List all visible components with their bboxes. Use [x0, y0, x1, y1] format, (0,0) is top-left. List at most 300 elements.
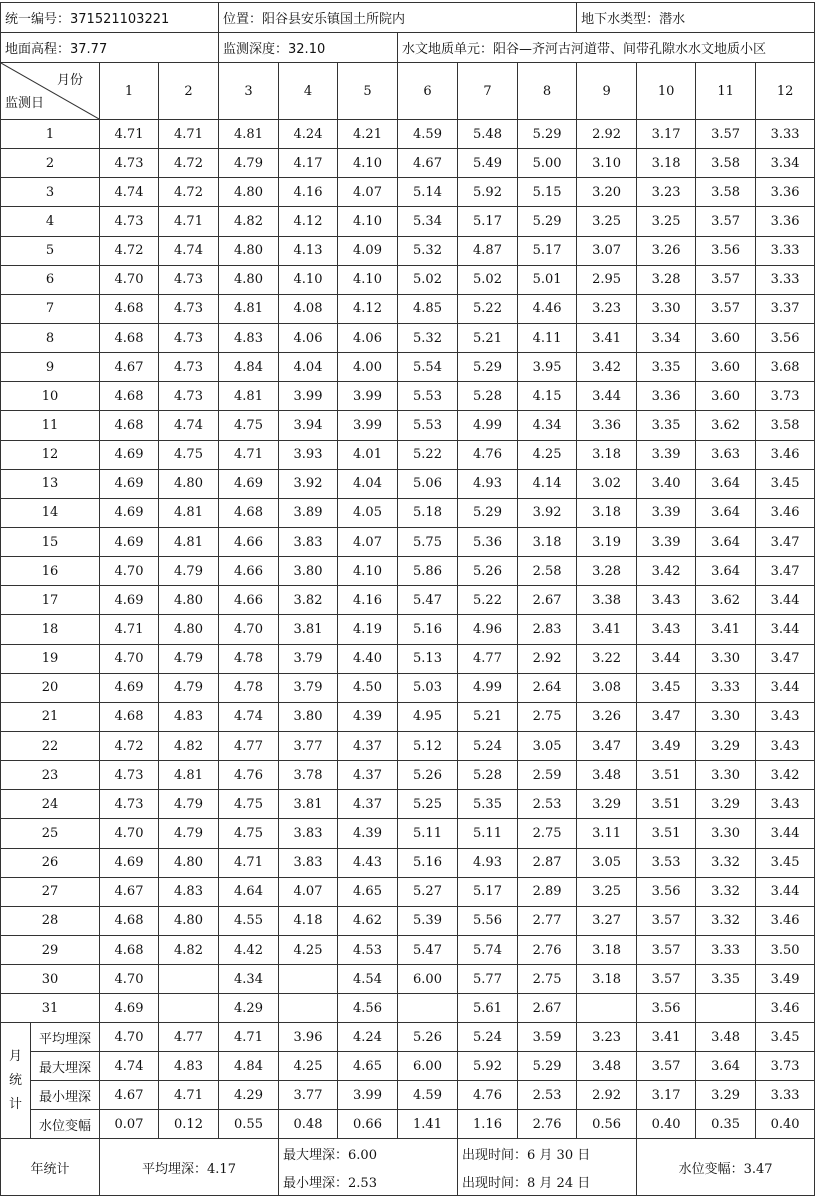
depth-cell: 5.22 — [398, 440, 458, 469]
depth-cell: 3.56 — [696, 236, 756, 265]
depth-cell: 2.89 — [518, 877, 577, 906]
depth-cell: 4.87 — [458, 236, 518, 265]
depth-cell: 3.44 — [756, 673, 815, 702]
depth-cell: 4.69 — [219, 469, 279, 498]
table-row — [1, 236, 815, 265]
depth-cell: 3.25 — [577, 207, 637, 236]
depth-cell: 3.10 — [577, 149, 637, 178]
stat-cell: 0.35 — [696, 1110, 756, 1139]
station-code: 统一编号：371521103221 — [1, 3, 219, 33]
depth-cell: 4.14 — [518, 469, 577, 498]
depth-cell: 3.30 — [696, 761, 756, 790]
table-row — [1, 848, 815, 877]
depth-cell: 4.70 — [100, 644, 159, 673]
depth-cell: 2.92 — [518, 644, 577, 673]
stat-cell: 3.45 — [756, 1023, 815, 1052]
depth-cell: 4.69 — [100, 469, 159, 498]
depth-cell: 5.28 — [458, 382, 518, 411]
depth-cell: 4.62 — [338, 906, 398, 935]
depth-cell: 4.71 — [159, 120, 219, 149]
table-row — [1, 294, 815, 323]
table-row — [1, 819, 815, 848]
depth-cell: 4.46 — [518, 294, 577, 323]
depth-cell: 4.19 — [338, 615, 398, 644]
depth-cell: 3.20 — [577, 178, 637, 207]
depth-cell: 3.42 — [577, 353, 637, 382]
depth-cell: 5.47 — [398, 586, 458, 615]
depth-cell: 3.30 — [696, 644, 756, 673]
table-row — [1, 673, 815, 702]
depth-cell: 3.25 — [637, 207, 696, 236]
stat-cell: 4.29 — [219, 1081, 279, 1110]
depth-cell: 3.26 — [637, 236, 696, 265]
depth-cell: 3.62 — [696, 586, 756, 615]
depth-cell: 4.16 — [279, 178, 338, 207]
depth-cell: 3.29 — [696, 731, 756, 760]
depth-cell: 2.75 — [518, 702, 577, 731]
depth-cell: 4.73 — [159, 265, 219, 294]
stat-cell: 3.17 — [637, 1081, 696, 1110]
day-label: 18 — [1, 615, 100, 644]
stat-cell: 4.71 — [159, 1081, 219, 1110]
table-row — [1, 382, 815, 411]
depth-cell: 4.81 — [159, 761, 219, 790]
day-label: 21 — [1, 702, 100, 731]
depth-cell: 4.85 — [398, 294, 458, 323]
table-row — [1, 790, 815, 819]
depth-cell: 3.33 — [756, 236, 815, 265]
depth-cell: 5.29 — [518, 207, 577, 236]
stat-name: 最小埋深 — [31, 1081, 100, 1110]
depth-cell: 3.58 — [696, 149, 756, 178]
depth-cell: 3.46 — [756, 498, 815, 527]
monthly-stat-label — [1, 1023, 31, 1139]
depth-cell: 5.28 — [458, 761, 518, 790]
depth-cell: 3.30 — [696, 819, 756, 848]
depth-cell: 4.80 — [159, 906, 219, 935]
depth-cell: 5.47 — [398, 935, 458, 964]
month-header-cell: 11 — [696, 63, 756, 120]
depth-cell: 2.76 — [518, 935, 577, 964]
stat-cell: 3.77 — [279, 1081, 338, 1110]
day-label: 1 — [1, 120, 100, 149]
depth-cell: 4.05 — [338, 498, 398, 527]
depth-cell: 4.15 — [518, 382, 577, 411]
depth-cell: 5.74 — [458, 935, 518, 964]
depth-cell: 3.92 — [518, 498, 577, 527]
depth-cell: 3.45 — [756, 848, 815, 877]
month-header-cell: 10 — [637, 63, 696, 120]
depth-cell: 3.35 — [696, 965, 756, 994]
annual-avg: 平均埋深：4.17 — [100, 1139, 279, 1196]
month-header-cell: 9 — [577, 63, 637, 120]
table-row — [1, 761, 815, 790]
depth-cell: 3.60 — [696, 353, 756, 382]
depth-cell: 5.27 — [398, 877, 458, 906]
depth-cell: 5.48 — [458, 120, 518, 149]
depth-cell: 4.65 — [338, 877, 398, 906]
monthly-stat-char: 统 — [8, 1072, 22, 1088]
depth-cell: 3.99 — [279, 382, 338, 411]
depth-cell: 4.79 — [159, 819, 219, 848]
depth-cell: 3.17 — [637, 120, 696, 149]
depth-cell: 3.68 — [756, 353, 815, 382]
depth-cell: 4.80 — [219, 236, 279, 265]
depth-cell: 3.08 — [577, 673, 637, 702]
depth-cell: 4.07 — [279, 877, 338, 906]
groundwater-depth-table — [0, 2, 815, 1196]
depth-cell: 3.44 — [756, 615, 815, 644]
depth-cell: 3.36 — [756, 178, 815, 207]
depth-cell: 3.60 — [696, 382, 756, 411]
table-row — [1, 702, 815, 731]
depth-cell: 4.07 — [338, 178, 398, 207]
depth-cell: 4.69 — [100, 994, 159, 1023]
depth-cell: 4.80 — [159, 586, 219, 615]
depth-cell — [577, 994, 637, 1023]
day-label: 27 — [1, 877, 100, 906]
annual-row — [1, 1139, 815, 1168]
depth-cell: 5.06 — [398, 469, 458, 498]
depth-cell: 3.27 — [577, 906, 637, 935]
depth-cell: 3.39 — [637, 440, 696, 469]
stat-cell: 3.48 — [696, 1023, 756, 1052]
table-row — [1, 149, 815, 178]
depth-cell: 3.77 — [279, 731, 338, 760]
depth-cell: 4.10 — [338, 265, 398, 294]
ground-elevation: 地面高程：37.77 — [1, 33, 219, 63]
depth-cell: 4.69 — [100, 498, 159, 527]
stat-cell: 4.71 — [219, 1023, 279, 1052]
annual-max-time: 出现时间：6 月 30 日 — [458, 1139, 637, 1168]
depth-cell: 4.82 — [159, 935, 219, 964]
depth-cell: 3.58 — [696, 178, 756, 207]
depth-cell: 3.64 — [696, 557, 756, 586]
depth-cell: 4.81 — [159, 527, 219, 556]
depth-cell: 4.67 — [100, 877, 159, 906]
day-label: 25 — [1, 819, 100, 848]
stat-cell: 1.16 — [458, 1110, 518, 1139]
stat-name: 平均埋深 — [31, 1023, 100, 1052]
depth-cell: 4.73 — [100, 149, 159, 178]
depth-cell: 3.37 — [756, 294, 815, 323]
stat-name: 水位变幅 — [31, 1110, 100, 1139]
day-label: 16 — [1, 557, 100, 586]
depth-cell: 5.21 — [458, 323, 518, 352]
depth-cell: 4.18 — [279, 906, 338, 935]
depth-cell: 5.12 — [398, 731, 458, 760]
depth-cell: 2.75 — [518, 819, 577, 848]
depth-cell: 5.29 — [458, 498, 518, 527]
depth-cell: 4.76 — [458, 440, 518, 469]
depth-cell: 4.25 — [518, 440, 577, 469]
stat-cell: 0.40 — [756, 1110, 815, 1139]
depth-cell: 3.99 — [338, 382, 398, 411]
annual-label: 年统计 — [1, 1139, 100, 1196]
month-header-cell: 4 — [279, 63, 338, 120]
depth-cell: 3.82 — [279, 586, 338, 615]
depth-cell: 4.80 — [219, 265, 279, 294]
depth-cell: 4.71 — [100, 615, 159, 644]
depth-cell: 3.23 — [637, 178, 696, 207]
stat-cell: 0.66 — [338, 1110, 398, 1139]
stat-cell: 5.29 — [518, 1052, 577, 1081]
depth-cell: 4.50 — [338, 673, 398, 702]
depth-cell: 4.72 — [159, 149, 219, 178]
depth-cell: 3.64 — [696, 469, 756, 498]
depth-cell: 4.83 — [219, 323, 279, 352]
day-label: 13 — [1, 469, 100, 498]
depth-cell: 3.56 — [637, 877, 696, 906]
depth-cell: 5.39 — [398, 906, 458, 935]
hydrogeologic-unit: 水文地质单元：阳谷—齐河古河道带、间带孔隙水水文地质小区 — [398, 33, 815, 63]
depth-cell: 5.24 — [458, 731, 518, 760]
depth-cell — [159, 965, 219, 994]
depth-cell: 3.11 — [577, 819, 637, 848]
day-label: 22 — [1, 731, 100, 760]
stat-cell: 2.53 — [518, 1081, 577, 1110]
depth-cell: 4.73 — [159, 382, 219, 411]
depth-cell: 4.69 — [100, 440, 159, 469]
day-label: 24 — [1, 790, 100, 819]
depth-cell: 5.86 — [398, 557, 458, 586]
stat-cell: 6.00 — [398, 1052, 458, 1081]
depth-cell: 3.44 — [577, 382, 637, 411]
day-label: 8 — [1, 323, 100, 352]
stat-cell: 3.33 — [756, 1081, 815, 1110]
depth-cell: 4.70 — [219, 615, 279, 644]
depth-cell: 2.77 — [518, 906, 577, 935]
depth-cell: 3.39 — [637, 527, 696, 556]
depth-cell: 4.99 — [458, 673, 518, 702]
annual-min-time: 出现时间：8 月 24 日 — [458, 1167, 637, 1196]
depth-cell: 4.10 — [338, 557, 398, 586]
depth-cell: 3.51 — [637, 761, 696, 790]
stat-cell: 0.12 — [159, 1110, 219, 1139]
depth-cell: 3.18 — [577, 440, 637, 469]
depth-cell: 3.43 — [756, 731, 815, 760]
depth-cell: 4.71 — [219, 848, 279, 877]
depth-cell: 4.72 — [100, 236, 159, 265]
depth-cell: 3.35 — [637, 411, 696, 440]
monthly-stat-row — [1, 1023, 815, 1052]
depth-cell: 4.76 — [219, 761, 279, 790]
table-row — [1, 498, 815, 527]
depth-cell: 3.64 — [696, 527, 756, 556]
depth-cell: 5.54 — [398, 353, 458, 382]
depth-cell: 3.56 — [756, 323, 815, 352]
depth-cell: 5.16 — [398, 848, 458, 877]
depth-cell: 5.32 — [398, 236, 458, 265]
month-header-cell: 7 — [458, 63, 518, 120]
depth-cell: 4.83 — [159, 702, 219, 731]
depth-cell: 5.35 — [458, 790, 518, 819]
depth-cell: 4.77 — [458, 644, 518, 673]
depth-cell: 3.32 — [696, 848, 756, 877]
depth-cell: 3.47 — [756, 527, 815, 556]
depth-cell: 3.43 — [637, 615, 696, 644]
depth-cell: 4.75 — [219, 819, 279, 848]
depth-cell: 3.18 — [577, 965, 637, 994]
depth-cell: 4.01 — [338, 440, 398, 469]
depth-cell: 3.25 — [577, 877, 637, 906]
depth-cell: 5.36 — [458, 527, 518, 556]
depth-cell: 4.34 — [518, 411, 577, 440]
depth-cell: 3.22 — [577, 644, 637, 673]
depth-cell: 4.95 — [398, 702, 458, 731]
stat-cell: 3.99 — [338, 1081, 398, 1110]
depth-cell: 4.73 — [100, 790, 159, 819]
depth-cell: 4.68 — [100, 935, 159, 964]
depth-cell: 4.06 — [279, 323, 338, 352]
depth-cell: 4.71 — [159, 207, 219, 236]
depth-cell: 5.49 — [458, 149, 518, 178]
depth-cell: 2.87 — [518, 848, 577, 877]
stat-cell: 4.70 — [100, 1023, 159, 1052]
depth-cell: 3.63 — [696, 440, 756, 469]
depth-cell: 3.05 — [577, 848, 637, 877]
depth-cell: 3.51 — [637, 819, 696, 848]
depth-cell: 4.34 — [219, 965, 279, 994]
depth-cell: 3.44 — [756, 819, 815, 848]
stat-cell: 4.74 — [100, 1052, 159, 1081]
stat-cell: 4.24 — [338, 1023, 398, 1052]
depth-cell: 3.80 — [279, 557, 338, 586]
depth-cell: 4.53 — [338, 935, 398, 964]
month-header-cell: 1 — [100, 63, 159, 120]
day-label: 6 — [1, 265, 100, 294]
depth-cell: 3.30 — [696, 702, 756, 731]
stat-cell: 0.55 — [219, 1110, 279, 1139]
depth-cell: 3.50 — [756, 935, 815, 964]
depth-cell: 5.16 — [398, 615, 458, 644]
depth-cell: 3.94 — [279, 411, 338, 440]
depth-cell — [279, 994, 338, 1023]
monitoring-depth: 监测深度：32.10 — [219, 33, 398, 63]
depth-cell: 4.75 — [219, 790, 279, 819]
depth-cell: 3.43 — [637, 586, 696, 615]
depth-cell: 3.45 — [637, 673, 696, 702]
depth-cell: 5.15 — [518, 178, 577, 207]
table-row — [1, 877, 815, 906]
table-row — [1, 469, 815, 498]
depth-cell: 3.47 — [756, 644, 815, 673]
day-label: 29 — [1, 935, 100, 964]
depth-cell: 5.02 — [458, 265, 518, 294]
depth-cell: 4.55 — [219, 906, 279, 935]
depth-cell: 3.92 — [279, 469, 338, 498]
depth-cell: 3.18 — [577, 935, 637, 964]
depth-cell: 3.49 — [637, 731, 696, 760]
depth-cell: 4.70 — [100, 965, 159, 994]
month-axis-label: 月份 — [56, 73, 83, 88]
table-row — [1, 935, 815, 964]
depth-cell: 4.04 — [279, 353, 338, 382]
depth-cell: 3.93 — [279, 440, 338, 469]
depth-cell: 3.83 — [279, 848, 338, 877]
depth-cell: 5.21 — [458, 702, 518, 731]
depth-cell: 4.08 — [279, 294, 338, 323]
table-row — [1, 178, 815, 207]
depth-cell: 2.67 — [518, 586, 577, 615]
depth-cell: 5.29 — [458, 353, 518, 382]
depth-cell: 5.53 — [398, 382, 458, 411]
depth-cell: 5.02 — [398, 265, 458, 294]
depth-cell: 2.95 — [577, 265, 637, 294]
depth-cell: 4.69 — [100, 848, 159, 877]
corner-header-cell — [1, 63, 100, 120]
depth-cell: 4.68 — [100, 906, 159, 935]
depth-cell: 4.70 — [100, 265, 159, 294]
depth-cell: 3.36 — [577, 411, 637, 440]
day-label: 14 — [1, 498, 100, 527]
depth-cell: 3.44 — [637, 644, 696, 673]
depth-cell — [159, 994, 219, 1023]
stat-cell: 4.77 — [159, 1023, 219, 1052]
depth-cell: 3.99 — [338, 411, 398, 440]
depth-cell: 3.19 — [577, 527, 637, 556]
depth-cell: 4.78 — [219, 644, 279, 673]
day-label: 5 — [1, 236, 100, 265]
stat-cell: 3.73 — [756, 1052, 815, 1081]
depth-cell: 4.78 — [219, 673, 279, 702]
month-header-cell: 6 — [398, 63, 458, 120]
depth-cell: 2.67 — [518, 994, 577, 1023]
depth-cell: 3.83 — [279, 819, 338, 848]
depth-cell: 5.14 — [398, 178, 458, 207]
depth-cell: 4.17 — [279, 149, 338, 178]
depth-cell: 3.95 — [518, 353, 577, 382]
depth-cell: 4.21 — [338, 120, 398, 149]
depth-cell: 4.96 — [458, 615, 518, 644]
stat-cell: 4.67 — [100, 1081, 159, 1110]
depth-cell: 3.28 — [637, 265, 696, 294]
depth-cell: 4.12 — [338, 294, 398, 323]
table-row — [1, 323, 815, 352]
depth-cell: 3.60 — [696, 323, 756, 352]
stat-cell: 4.65 — [338, 1052, 398, 1081]
depth-cell: 4.71 — [219, 440, 279, 469]
table-row — [1, 731, 815, 760]
depth-cell: 4.74 — [219, 702, 279, 731]
depth-cell: 3.36 — [637, 382, 696, 411]
depth-cell: 3.51 — [637, 790, 696, 819]
stat-cell: 4.84 — [219, 1052, 279, 1081]
day-axis-label: 监测日 — [5, 96, 45, 111]
day-label: 7 — [1, 294, 100, 323]
depth-cell: 4.73 — [159, 294, 219, 323]
depth-cell: 4.43 — [338, 848, 398, 877]
depth-cell: 4.74 — [159, 236, 219, 265]
depth-cell: 4.79 — [159, 673, 219, 702]
depth-cell: 2.75 — [518, 965, 577, 994]
day-label: 11 — [1, 411, 100, 440]
depth-cell: 3.73 — [756, 382, 815, 411]
table-row — [1, 120, 815, 149]
depth-cell: 2.58 — [518, 557, 577, 586]
depth-cell: 5.53 — [398, 411, 458, 440]
depth-cell: 2.92 — [577, 120, 637, 149]
day-label: 23 — [1, 761, 100, 790]
depth-cell: 3.47 — [577, 731, 637, 760]
depth-cell: 3.07 — [577, 236, 637, 265]
station-location: 位置：阳谷县安乐镇国土所院内 — [219, 3, 577, 33]
depth-cell: 3.56 — [637, 994, 696, 1023]
depth-cell: 3.62 — [696, 411, 756, 440]
depth-cell: 4.06 — [338, 323, 398, 352]
depth-cell: 3.38 — [577, 586, 637, 615]
table-row — [1, 353, 815, 382]
